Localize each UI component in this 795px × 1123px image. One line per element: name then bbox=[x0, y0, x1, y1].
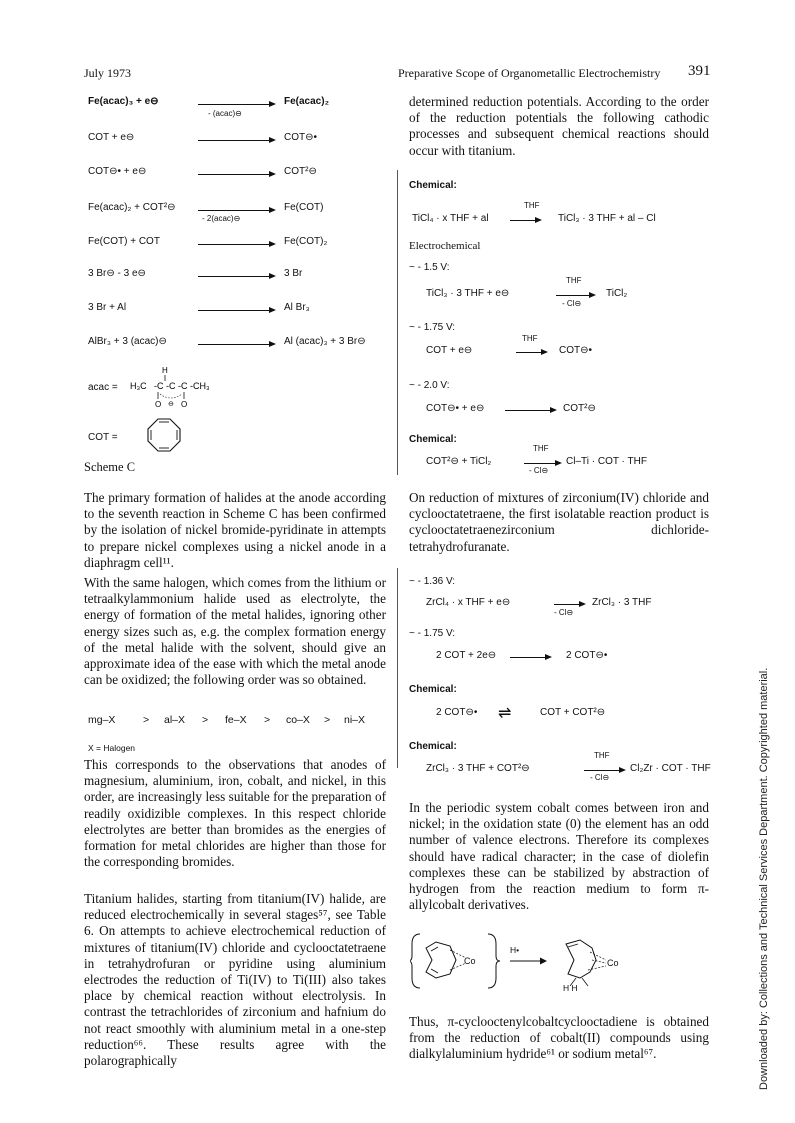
scheme-row-right: COT²⊖ bbox=[284, 166, 317, 177]
paragraph-text: With the same halogen, which comes from the lithium or tetraalkylammonium halide used as electrolyte, the energy of formation of the metal halides, ignoring other energy sizes such as, e.g. the complex formation energy of the metal halide with the solvent, should give an approximate idea of the ease with which the metal anode can be oxidized; the following order was so obtained. bbox=[84, 575, 386, 688]
paragraph-text: determined reduction potentials. According to the order of the reduction potentials the following cathodic processes and subsequent chemical reactions should occur with titanium. bbox=[409, 94, 709, 158]
svg-text:O: O bbox=[181, 400, 188, 409]
reaction-arrow bbox=[584, 770, 624, 771]
reaction-arrow bbox=[516, 352, 546, 353]
paragraph-text: In the periodic system cobalt comes between iron and nickel; in the oxidation state (0) the element has an odd number of valence electrons. Therefore its complexes should have radical character; in the case of diolefin complexes these can be stabilized by abstraction of hydrogen from the reaction medium to form π-allylcobalt derivatives. bbox=[409, 800, 709, 913]
svg-text:-CH₃: -CH₃ bbox=[190, 381, 210, 391]
reaction-arrow bbox=[524, 463, 560, 464]
reaction-arrow bbox=[554, 604, 584, 605]
eq-left: 2 COT⊖• bbox=[436, 707, 478, 718]
eq-right: TiCl₂ bbox=[606, 288, 628, 299]
paragraph-text: Titanium halides, starting from titanium(IV) halide, are reduced electrochemically in several stages⁵⁷, see Table 6. On attempts to achieve electrochemical reduction of mixtures of titanium(IV) chloride and cyclooctatetraene in tetrahydrofuran or pyridine using aluminium electrodes the reduction of Ti(IV) to Ti(III) also takes place by chemical reaction without electrolysis. In contrast the tetrachlorides of zirconium and hafnium do not react smoothly with aluminium metal in a one-step reduction⁶⁶. These results agree with the polarographically bbox=[84, 891, 386, 1069]
potential-label: ~ - 1.75 V: bbox=[409, 322, 456, 333]
right-paragraph-3 bbox=[409, 800, 709, 913]
eq-left: COT + e⊖ bbox=[426, 345, 473, 356]
label-electrochemical: Electrochemical bbox=[409, 240, 481, 252]
reaction-arrow bbox=[198, 344, 274, 345]
eq-right: ZrCl₃ · 3 THF bbox=[592, 597, 652, 608]
right-paragraph-4 bbox=[409, 1014, 709, 1063]
order-item: co–X bbox=[286, 714, 310, 726]
svg-text:O: O bbox=[155, 400, 162, 409]
halogen-note: X = Halogen bbox=[88, 743, 136, 753]
eq-right: TiCl₃ · 3 THF + al – Cl bbox=[558, 213, 656, 224]
hydrogen-label: H H bbox=[563, 983, 578, 993]
eq-over: THF bbox=[522, 334, 538, 343]
label-chemical: Chemical: bbox=[409, 684, 457, 695]
eq-over: THF bbox=[524, 201, 540, 210]
eq-left: ZrCl₃ · 3 THF + COT²⊖ bbox=[426, 763, 530, 774]
column-rule bbox=[397, 170, 398, 475]
column-rule bbox=[397, 568, 398, 768]
scheme-row-under: - 2(acac)⊖ bbox=[202, 214, 241, 223]
scheme-row-left: AlBr₃ + 3 (acac)⊖ bbox=[88, 336, 167, 347]
eq-right: Cl–Ti · COT · THF bbox=[566, 456, 647, 467]
cobalt-scheme-diagram bbox=[410, 930, 640, 992]
order-sep: > bbox=[143, 714, 150, 726]
scheme-row-left: COT + e⊖ bbox=[88, 132, 135, 143]
svg-text:-C: -C bbox=[154, 381, 164, 391]
reaction-arrow bbox=[198, 310, 274, 311]
scheme-row-left: COT⊖• + e⊖ bbox=[88, 166, 147, 177]
potential-label: ~ - 1.5 V: bbox=[409, 262, 450, 273]
reaction-arrow bbox=[510, 220, 540, 221]
eq-left: TiCl₃ · 3 THF + e⊖ bbox=[426, 288, 510, 299]
scheme-row-right: Fe(COT) bbox=[284, 202, 324, 213]
left-paragraph-1 bbox=[84, 490, 386, 571]
scheme-row-left: Fe(acac)₂ + COT²⊖ bbox=[88, 202, 176, 213]
scheme-row-left: 3 Br + Al bbox=[88, 302, 127, 313]
order-item: mg–X bbox=[88, 714, 116, 726]
svg-text:H: H bbox=[162, 366, 168, 375]
potential-label: ~ - 2.0 V: bbox=[409, 380, 450, 391]
eq-over: THF bbox=[594, 751, 610, 760]
header-date: July 1973 bbox=[84, 66, 132, 80]
scheme-row-right: Fe(acac)₂ bbox=[284, 96, 330, 107]
eq-over: THF bbox=[533, 444, 549, 453]
cot-octagon-icon bbox=[147, 418, 181, 452]
svg-text:-C: -C bbox=[178, 381, 188, 391]
order-item: fe–X bbox=[225, 714, 247, 726]
hydrogen-radical-label: H• bbox=[510, 945, 520, 955]
order-item: ni–X bbox=[344, 714, 366, 726]
order-item: al–X bbox=[164, 714, 186, 726]
reaction-arrow bbox=[556, 295, 594, 296]
eq-over: THF bbox=[566, 276, 582, 285]
scheme-row-right: Fe(COT)₂ bbox=[284, 236, 328, 247]
eq-under: - Cl⊖ bbox=[554, 608, 574, 617]
potential-label: ~ - 1.36 V: bbox=[409, 576, 456, 587]
eq-left: COT²⊖ + TiCl₂ bbox=[426, 456, 492, 467]
potential-label: ~ - 1.75 V: bbox=[409, 628, 456, 639]
reaction-arrow bbox=[510, 657, 550, 658]
scheme-row-left: Fe(acac)₃ + e⊖ bbox=[88, 96, 159, 107]
eq-right: 2 COT⊖• bbox=[566, 650, 608, 661]
label-chemical: Chemical: bbox=[409, 434, 457, 445]
eq-right: COT²⊖ bbox=[563, 403, 596, 414]
right-paragraph-2 bbox=[409, 490, 709, 555]
page-number: 391 bbox=[688, 63, 711, 79]
paragraph-text: Thus, π-cyclooctenylcobaltcyclooctadiene is obtained from the reduction of cobalt(II) compounds using dialkylaluminium hydride⁶¹ or sodium metal⁶⁷. bbox=[409, 1014, 709, 1062]
reaction-arrow bbox=[505, 410, 555, 411]
eq-left: TiCl₄ · x THF + al bbox=[412, 213, 489, 224]
eq-left: COT⊖• + e⊖ bbox=[426, 403, 485, 414]
cobalt-label: Co bbox=[607, 958, 619, 968]
acac-structure bbox=[128, 364, 248, 410]
eq-under: - Cl⊖ bbox=[562, 299, 582, 308]
eq-right: COT + COT²⊖ bbox=[540, 707, 606, 718]
eq-right: COT⊖• bbox=[559, 345, 592, 356]
eq-under: - Cl⊖ bbox=[529, 466, 549, 475]
eq-right: Cl₂Zr · COT · THF bbox=[630, 763, 711, 774]
scheme-caption: Scheme C bbox=[84, 460, 136, 474]
eq-left: 2 COT + 2e⊖ bbox=[436, 650, 497, 661]
reaction-arrow bbox=[198, 210, 274, 211]
running-title: Preparative Scope of Organometallic Electrochemistry bbox=[398, 66, 661, 80]
cot-label: COT = bbox=[88, 432, 118, 443]
svg-text:H₃C: H₃C bbox=[130, 381, 147, 391]
reaction-arrow bbox=[198, 276, 274, 277]
cobalt-label: Co bbox=[464, 956, 476, 966]
scheme-row-right: Al (acac)₃ + 3 Br⊖ bbox=[284, 336, 366, 347]
scheme-row-right: 3 Br bbox=[284, 268, 303, 279]
scheme-row-right: COT⊖• bbox=[284, 132, 317, 143]
reaction-arrow bbox=[198, 174, 274, 175]
reaction-arrow bbox=[198, 244, 274, 245]
paragraph-text: The primary formation of halides at the anode according to the seventh reaction in Scheme C has been confirmed by the isolation of nickel bromide-pyridinate in attempts to prepare nickel complexes using a nickel anode in a diaphragm cell¹¹. bbox=[84, 490, 386, 570]
acac-label: acac = bbox=[88, 382, 118, 393]
order-sep: > bbox=[324, 714, 331, 726]
label-chemical: Chemical: bbox=[409, 741, 457, 752]
right-paragraph-1 bbox=[409, 94, 709, 159]
label-chemical: Chemical: bbox=[409, 180, 457, 191]
paragraph-text: This corresponds to the observations that anodes of magnesium, aluminium, iron, cobalt, and nickel, in this order, are increasingly less suitable for the preparation of readily oxidizible complexes. In this respect chloride electrolytes are better than bromides as the energies of formation for metal chlorides are higher than those for the corresponding bromides. bbox=[84, 757, 386, 870]
left-paragraph-3 bbox=[84, 757, 386, 870]
download-watermark: Downloaded by: Collections and Technical Services Department. Copyrighted material. bbox=[758, 667, 770, 1090]
reaction-arrow bbox=[198, 140, 274, 141]
reaction-arrow bbox=[198, 104, 274, 105]
order-sep: > bbox=[264, 714, 271, 726]
svg-text:⊖: ⊖ bbox=[168, 401, 174, 408]
eq-under: - Cl⊖ bbox=[590, 773, 610, 782]
scheme-row-under: - (acac)⊖ bbox=[208, 109, 242, 118]
left-paragraph-4 bbox=[84, 891, 386, 1069]
left-paragraph-2 bbox=[84, 575, 386, 688]
scheme-row-right: Al Br₃ bbox=[284, 302, 310, 313]
paragraph-text: On reduction of mixtures of zirconium(IV) chloride and cyclooctatetraene, the first isolatable reaction product is cyclooctatetraenezirconium dichloride-tetrahydrofuranate. bbox=[409, 490, 709, 554]
eq-left: ZrCl₄ · x THF + e⊖ bbox=[426, 597, 511, 608]
scheme-row-left: 3 Br⊖ - 3 e⊖ bbox=[88, 268, 146, 279]
scheme-row-left: Fe(COT) + COT bbox=[88, 236, 160, 247]
svg-text:-C: -C bbox=[166, 381, 176, 391]
equilibrium-arrow: ⇌ bbox=[498, 705, 512, 722]
order-sep: > bbox=[202, 714, 209, 726]
